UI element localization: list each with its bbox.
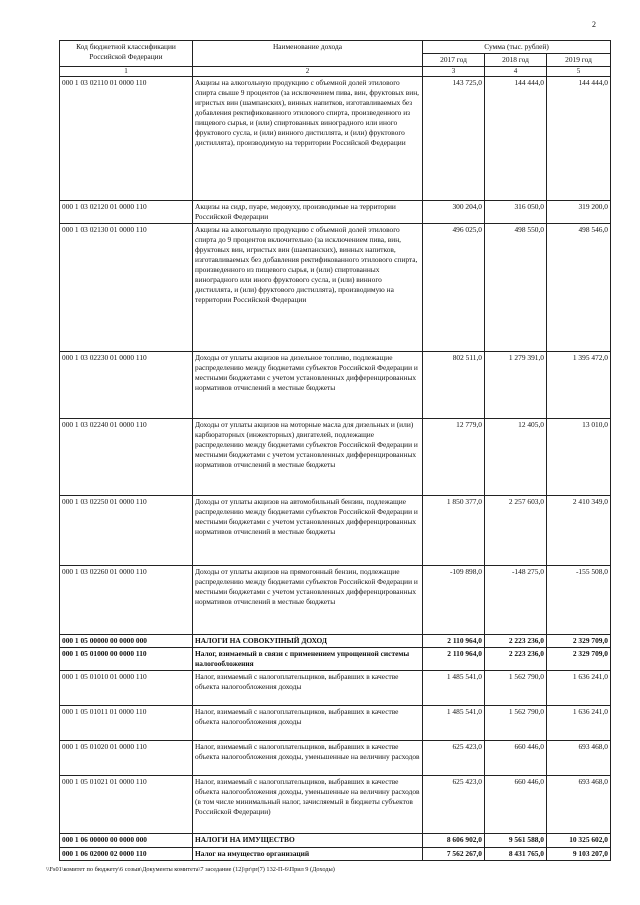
row-value-2017: 12 779,0 bbox=[423, 419, 485, 496]
row-value-2017: 625 423,0 bbox=[423, 776, 485, 834]
row-name: Налог, взимаемый с налогоплательщиков, выбравших в качестве объекта налогообложения доходы bbox=[193, 706, 423, 741]
row-code: 000 1 03 02230 01 0000 110 bbox=[60, 352, 193, 419]
row-value-2017: 1 485 541,0 bbox=[423, 671, 485, 706]
row-value-2019: 2 329 709,0 bbox=[547, 648, 611, 671]
row-value-2019: 13 010,0 bbox=[547, 419, 611, 496]
row-value-2017: -109 898,0 bbox=[423, 566, 485, 635]
column-index-1: 1 bbox=[60, 66, 193, 76]
table-row bbox=[60, 834, 611, 848]
table-row bbox=[60, 635, 611, 648]
row-name: Акцизы на сидр, пуаре, медовуху, производимые на территории Российской Федерации bbox=[193, 201, 423, 224]
table-row bbox=[60, 776, 611, 834]
column-index-5: 5 bbox=[547, 66, 611, 76]
table-row bbox=[60, 224, 611, 352]
row-value-2017: 300 204,0 bbox=[423, 201, 485, 224]
table-row bbox=[60, 352, 611, 419]
row-value-2017: 143 725,0 bbox=[423, 77, 485, 201]
row-value-2019: 144 444,0 bbox=[547, 77, 611, 201]
row-value-2018: 9 561 588,0 bbox=[485, 834, 547, 848]
table-row bbox=[60, 566, 611, 635]
row-value-2017: 2 110 964,0 bbox=[423, 635, 485, 648]
row-value-2017: 2 110 964,0 bbox=[423, 648, 485, 671]
table-row bbox=[60, 648, 611, 671]
row-code: 000 1 05 00000 00 0000 000 bbox=[60, 635, 193, 648]
table-row bbox=[60, 671, 611, 706]
column-index-4: 4 bbox=[485, 66, 547, 76]
header-sum: Сумма (тыс. рублей) bbox=[423, 41, 611, 54]
table-row bbox=[60, 77, 611, 201]
row-value-2019: 10 325 602,0 bbox=[547, 834, 611, 848]
row-value-2018: 12 405,0 bbox=[485, 419, 547, 496]
row-code: 000 1 03 02120 01 0000 110 bbox=[60, 201, 193, 224]
row-value-2018: 2 257 603,0 bbox=[485, 496, 547, 566]
footer-file-path: \\Fs01\комитет по бюджету\6 созыв\Документы комитета\7 заседание (12)\pr\pr(7) 132-П-6\Прил 9 (Доходы) bbox=[46, 866, 335, 873]
row-value-2019: -155 508,0 bbox=[547, 566, 611, 635]
row-name: Акцизы на алкогольную продукцию с объемной долей этилового спирта до 9 процентов включительно (за исключением пива, вин, фруктовых вин, игристых вин (шампанских), винных напитков, изготавливаемых без добавления ректификованного этилового спирта, произведенного из пищевого сырья, и (или) спиртованных виноградного или иного фруктового сусла, и (или) винного дистиллята, и (или) фруктового дистиллята), производимую на территории Российской Федерации bbox=[193, 224, 423, 352]
row-name: НАЛОГИ НА СОВОКУПНЫЙ ДОХОД bbox=[193, 635, 423, 648]
budget-table bbox=[59, 40, 611, 861]
row-value-2018: 8 431 765,0 bbox=[485, 848, 547, 861]
row-value-2019: 319 200,0 bbox=[547, 201, 611, 224]
row-code: 000 1 03 02130 01 0000 110 bbox=[60, 224, 193, 352]
column-index-3: 3 bbox=[423, 66, 485, 76]
row-value-2019: 2 329 709,0 bbox=[547, 635, 611, 648]
row-value-2017: 625 423,0 bbox=[423, 741, 485, 776]
header-year-2019: 2019 год bbox=[547, 53, 611, 66]
row-code: 000 1 03 02110 01 0000 110 bbox=[60, 77, 193, 201]
row-code: 000 1 05 01021 01 0000 110 bbox=[60, 776, 193, 834]
row-value-2019: 693 468,0 bbox=[547, 776, 611, 834]
row-value-2018: 660 446,0 bbox=[485, 776, 547, 834]
header-code: Код бюджетной классификации Российской Федерации bbox=[60, 41, 193, 67]
row-name: Налог, взимаемый с налогоплательщиков, выбравших в качестве объекта налогообложения доходы, уменьшенные на величину расходов bbox=[193, 741, 423, 776]
row-value-2018: 2 223 236,0 bbox=[485, 648, 547, 671]
table-row bbox=[60, 201, 611, 224]
row-value-2019: 1 395 472,0 bbox=[547, 352, 611, 419]
row-code: 000 1 03 02260 01 0000 110 bbox=[60, 566, 193, 635]
row-value-2019: 1 636 241,0 bbox=[547, 671, 611, 706]
row-value-2017: 8 606 902,0 bbox=[423, 834, 485, 848]
row-code: 000 1 05 01010 01 0000 110 bbox=[60, 671, 193, 706]
row-name: Налог, взимаемый с налогоплательщиков, выбравших в качестве объекта налогообложения доходы bbox=[193, 671, 423, 706]
row-code: 000 1 05 01020 01 0000 110 bbox=[60, 741, 193, 776]
row-value-2018: 1 279 391,0 bbox=[485, 352, 547, 419]
row-value-2019: 693 468,0 bbox=[547, 741, 611, 776]
row-value-2019: 2 410 349,0 bbox=[547, 496, 611, 566]
row-value-2017: 1 485 541,0 bbox=[423, 706, 485, 741]
table-row bbox=[60, 848, 611, 861]
row-code: 000 1 05 01000 00 0000 110 bbox=[60, 648, 193, 671]
table-row bbox=[60, 419, 611, 496]
header-name: Наименование дохода bbox=[193, 41, 423, 67]
row-value-2019: 498 546,0 bbox=[547, 224, 611, 352]
row-value-2019: 1 636 241,0 bbox=[547, 706, 611, 741]
row-value-2018: 316 050,0 bbox=[485, 201, 547, 224]
page-number: 2 bbox=[592, 20, 596, 29]
row-name: Налог на имущество организаций bbox=[193, 848, 423, 861]
row-name: НАЛОГИ НА ИМУЩЕСТВО bbox=[193, 834, 423, 848]
row-name: Доходы от уплаты акцизов на автомобильный бензин, подлежащие распределению между бюджетами субъектов Российской Федерации и местными бюджетами с учетом установленных дифференцированных нормативов отчислений в местные бюджеты bbox=[193, 496, 423, 566]
table-row bbox=[60, 496, 611, 566]
row-name: Доходы от уплаты акцизов на моторные масла для дизельных и (или) карбюраторных (инжекторных) двигателей, подлежащие распределению между бюджетами субъектов Российской Федерации и местными бюджетами с учетом установленных дифференцированных нормативов отчислений в местные бюджеты bbox=[193, 419, 423, 496]
row-name: Доходы от уплаты акцизов на дизельное топливо, подлежащие распределению между бюджетами субъектов Российской Федерации и местными бюджетами с учетом установленных дифференцированных нормативов отчислений в местные бюджеты bbox=[193, 352, 423, 419]
row-value-2018: 1 562 790,0 bbox=[485, 671, 547, 706]
row-value-2019: 9 103 207,0 bbox=[547, 848, 611, 861]
row-name: Налог, взимаемый с налогоплательщиков, выбравших в качестве объекта налогообложения доходы, уменьшенные на величину расходов (в том числе минимальный налог, зачисляемый в бюджеты субъектов Российской Федерации) bbox=[193, 776, 423, 834]
header-year-2017: 2017 год bbox=[423, 53, 485, 66]
row-code: 000 1 03 02250 01 0000 110 bbox=[60, 496, 193, 566]
row-value-2017: 496 025,0 bbox=[423, 224, 485, 352]
row-code: 000 1 06 02000 02 0000 110 bbox=[60, 848, 193, 861]
table-row bbox=[60, 741, 611, 776]
row-value-2018: 1 562 790,0 bbox=[485, 706, 547, 741]
row-value-2018: 498 550,0 bbox=[485, 224, 547, 352]
row-name: Налог, взимаемый в связи с применением упрощенной системы налогообложения bbox=[193, 648, 423, 671]
row-name: Акцизы на алкогольную продукцию с объемной долей этилового спирта свыше 9 процентов (за исключением пива, вин, фруктовых вин, игристых вин (шампанских), винных напитков, изготавливаемых без добавления ректификованного этилового спирта, произведенного из пищевого сырья, и (или) спиртованных виноградного или иного фруктового сусла, и (или) винного дистиллята, и (или) фруктового дистиллята), производимую на территории Российской Федерации bbox=[193, 77, 423, 201]
row-code: 000 1 05 01011 01 0000 110 bbox=[60, 706, 193, 741]
column-index-2: 2 bbox=[193, 66, 423, 76]
row-value-2017: 7 562 267,0 bbox=[423, 848, 485, 861]
row-code: 000 1 03 02240 01 0000 110 bbox=[60, 419, 193, 496]
row-name: Доходы от уплаты акцизов на прямогонный бензин, подлежащие распределению между бюджетами субъектов Российской Федерации и местными бюджетами с учетом установленных дифференцированных нормативов отчислений в местные бюджеты bbox=[193, 566, 423, 635]
table-row bbox=[60, 706, 611, 741]
row-code: 000 1 06 00000 00 0000 000 bbox=[60, 834, 193, 848]
row-value-2017: 1 850 377,0 bbox=[423, 496, 485, 566]
row-value-2018: 660 446,0 bbox=[485, 741, 547, 776]
row-value-2018: 144 444,0 bbox=[485, 77, 547, 201]
row-value-2018: -148 275,0 bbox=[485, 566, 547, 635]
row-value-2018: 2 223 236,0 bbox=[485, 635, 547, 648]
row-value-2017: 802 511,0 bbox=[423, 352, 485, 419]
header-year-2018: 2018 год bbox=[485, 53, 547, 66]
